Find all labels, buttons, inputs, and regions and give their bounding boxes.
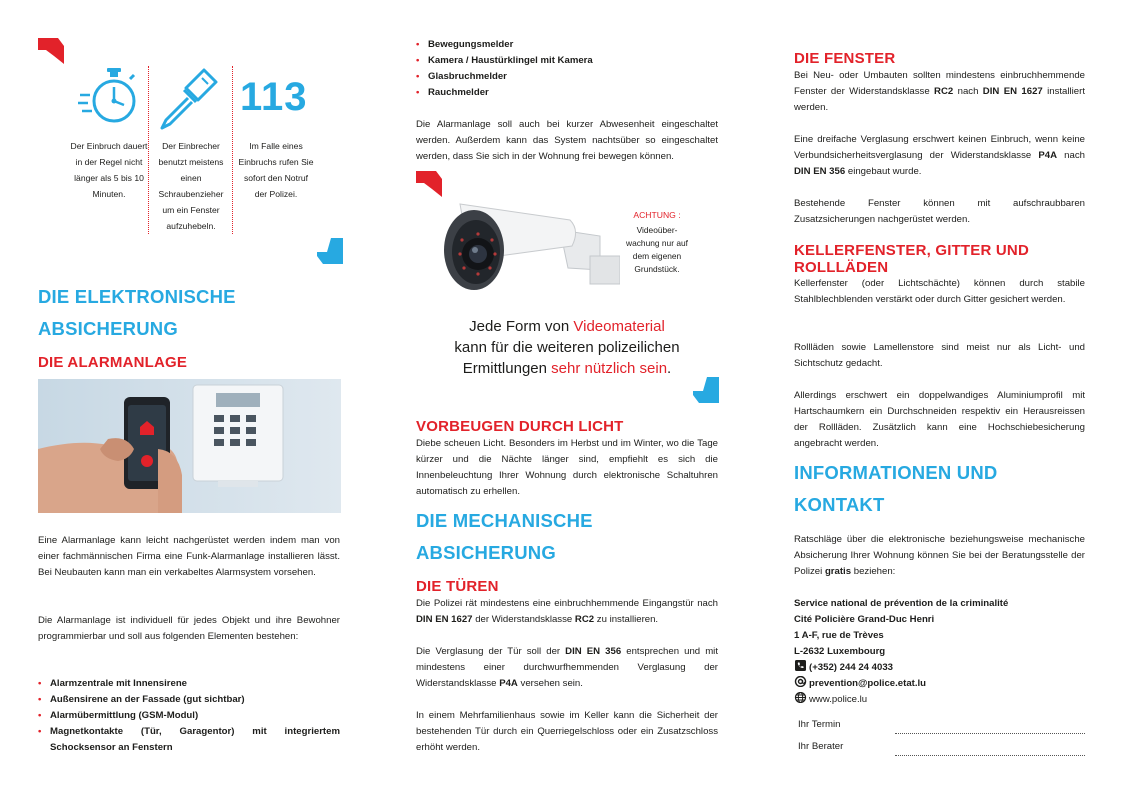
contact-website[interactable]: www.police.lu [794, 692, 1085, 708]
contact-building: Cité Policière Grand-Duc Henri [794, 614, 935, 625]
video-caption [416, 316, 718, 379]
alarm-system-photo [38, 379, 341, 513]
red-corner-arrow-icon [416, 171, 442, 197]
stopwatch-icon [78, 65, 140, 127]
contact-city: L-2632 Luxembourg [794, 646, 886, 657]
windows-paragraph-3: Bestehende Fenster können mit aufschraubbaren Zusatzsicherungen nachgerüstet werden. [794, 198, 1085, 225]
alarm-elements-list [38, 676, 340, 756]
caption-text: kann für die weiteren polizeilichen [454, 339, 680, 356]
globe-icon [794, 692, 807, 703]
at-icon [794, 676, 807, 687]
section-heading-cellar: KELLERFENSTER, GITTER UND [794, 242, 1030, 259]
caption-text: Jede Form von [469, 318, 574, 335]
list-item: • Bewegungsmelder [416, 37, 716, 53]
section-heading-cellar-2: ROLLLÄDEN [794, 259, 889, 276]
list-item: • Glasbruchmelder [416, 69, 716, 85]
subheading-alarm: DIE ALARMANLAGE [38, 354, 188, 371]
caption-text: Ermittlungen [462, 360, 552, 377]
achtung-text: Videoüber-wachung nur auf dem eigenen Grundstück. [626, 225, 688, 274]
caption-highlight: sehr nützlich sein [551, 360, 668, 377]
caption-highlight: Videomaterial [573, 318, 665, 335]
light-paragraph: Diebe scheuen Licht. Besonders im Herbst und im Winter, wo die Tage kürzer und die Nächte länger sind, empfiehlt es sich die Innenbeleuchtung Ihrer Wohnung durch elektronische Schaltuhren automatisch zu erhellen. [416, 438, 718, 497]
list-item: • Rauchmelder [416, 85, 716, 101]
blue-corner-arrow-icon [693, 377, 719, 403]
section-heading-mechanical-2: ABSICHERUNG [416, 542, 556, 563]
doors-paragraph-1: Die Polizei rät mindestens eine einbruchhemmende Eingangstür nach DIN EN 1627 der Widerstandsklasse RC2 zu installieren. [416, 598, 718, 625]
section-heading-electronic: DIE ELEKTRONISCHE [38, 286, 236, 307]
advisor-label: Ihr Berater [798, 741, 844, 752]
stat-screwdriver-text: Der Einbrecher benutzt meistens einen Schraubenzieher um ein Fenster aufzuhebeln. [158, 141, 224, 231]
cellar-paragraph-2: Rollläden sowie Lamellenstore sind meist nur als Licht- und Sichtschutz gedacht. [794, 342, 1085, 369]
list-item: • Außensirene an der Fassade (gut sichtbar) [38, 692, 340, 708]
security-camera-image [440, 190, 620, 294]
caption-text: . [667, 360, 672, 377]
section-heading-electronic-2: ABSICHERUNG [38, 318, 178, 339]
divider [232, 66, 233, 234]
achtung-title: ACHTUNG : [633, 210, 681, 220]
windows-paragraph-2: Eine dreifache Verglasung erschwert keinen Einbruch, wenn keine Verbundsicherheitsverglasung der Widerstandsklasse P4A nach DIN EN 356 eingebaut wurde. [794, 134, 1085, 177]
contact-street: 1 A-F, rue de Trèves [794, 630, 884, 641]
emergency-number: 113 [240, 75, 308, 119]
alarm-paragraph-2: Die Alarmanlage ist individuell für jedes Objekt und ihre Bewohner programmierbar und soll aus folgenden Elementen bestehen: [38, 615, 340, 642]
contact-organisation: Service national de prévention de la criminalité [794, 598, 1009, 609]
red-corner-arrow-icon [38, 38, 64, 64]
alarm-paragraph-3: Die Alarmanlage soll auch bei kurzer Abwesenheit eingeschaltet werden. Außerdem kann das System nachtsüber so eingeschaltet werden, dass Sie sich in der Wohnung frei bewegen können. [416, 119, 718, 162]
doors-paragraph-2: Die Verglasung der Tür soll der DIN EN 356 entsprechen und mit mindestens einer durchwurfhemmenden Verglasung der Widerstandsklasse P4A versehen sein. [416, 646, 718, 689]
screwdriver-icon [158, 66, 222, 132]
contact-email[interactable]: prevention@police.etat.lu [794, 676, 1085, 692]
blue-corner-arrow-icon [317, 238, 343, 264]
cellar-paragraph-1: Kellerfenster (oder Lichtschächte) können durch stabile Stahlblechblenden verstärkt oder durch Gitter gesichert werden. [794, 278, 1085, 305]
phone-icon [794, 660, 807, 671]
section-heading-mechanical: DIE MECHANISCHE [416, 510, 593, 531]
alarm-paragraph-1: Eine Alarmanlage kann leicht nachgerüstet werden indem man von einer fachmännischen Firma eine Funk-Alarmanlage installieren lässt. Bei Neubauten kann man ein verkabeltes Alarmsystem vorsehen. [38, 535, 340, 578]
appointment-label: Ihr Termin [798, 719, 841, 730]
list-item: • Alarmübermittlung (GSM-Modul) [38, 708, 340, 724]
advisor-line[interactable] [895, 755, 1085, 756]
section-heading-light: VORBEUGEN DURCH LICHT [416, 418, 624, 435]
stat-duration-text: Der Einbruch dauert in der Regel nicht länger als 5 bis 10 Minuten. [70, 141, 148, 199]
alarm-elements-list-continued [416, 37, 716, 101]
list-item: • Magnetkontakte (Tür, Garagentor) mit integriertem Schocksensor an Fenstern [38, 724, 340, 756]
appointment-line[interactable] [895, 733, 1085, 734]
list-item: • Alarmzentrale mit Innensirene [38, 676, 340, 692]
doors-paragraph-3: In einem Mehrfamilienhaus sowie im Keller kann die Sicherheit der bestehenden Tür durch ein Querriegelschloss oder ein Zusatzschloss erhöht werden. [416, 710, 718, 753]
info-paragraph: Ratschläge über die elektronische beziehungsweise mechanische Absicherung Ihrer Wohnung können Sie bei der Beratungsstelle der Polizei gratis beziehen: [794, 534, 1085, 577]
section-heading-windows: DIE FENSTER [794, 50, 896, 67]
list-item: • Kamera / Haustürklingel mit Kamera [416, 53, 716, 69]
contact-phone[interactable]: (+352) 244 24 4033 [794, 660, 1085, 676]
cellar-paragraph-3: Allerdings erschwert ein doppelwandiges Aluminiumprofil mit Hartschaumkern ein Durchschneiden respektiv ein Herausreissen der Rollläden. Zusätzlich kann eine Hochschiebesicherung angebracht werden. [794, 390, 1085, 449]
stat-emergency-text: Im Falle eines Einbruchs rufen Sie sofort den Notruf der Polizei. [238, 141, 314, 199]
contact-block [794, 596, 1085, 708]
section-heading-info-2: KONTAKT [794, 494, 885, 515]
windows-paragraph-1: Bei Neu- oder Umbauten sollten mindestens einbruchhemmende Fenster der Widerstandsklasse RC2 nach DIN EN 1627 installiert werden. [794, 70, 1085, 113]
section-heading-info: INFORMATIONEN UND [794, 462, 998, 483]
divider [148, 66, 149, 234]
subheading-doors: DIE TÜREN [416, 578, 499, 595]
